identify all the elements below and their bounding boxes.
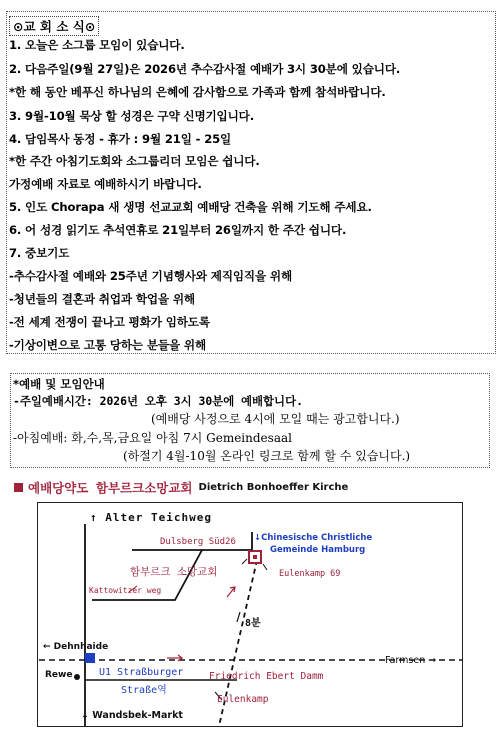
u-bahn-station-marker	[85, 653, 95, 663]
news-line: -청년들의 결혼과 취업과 학업을 위해	[9, 292, 195, 306]
news-line: -전 세계 전쟁이 끝나고 평화가 임하도록	[9, 315, 210, 329]
eulenkamp69-label: Eulenkamp 69	[279, 569, 341, 579]
alter-teichweg-label: ↑ Alter Teichweg	[90, 511, 212, 524]
rewe-dot	[74, 674, 80, 680]
news-line: 가정예배 자료로 예배하시기 바랍니다.	[9, 177, 202, 191]
church-marker-inner	[253, 555, 257, 559]
news-line: 5. 인도 Chorapa 새 생명 선교교회 예배당 건축을 위해 기도해 주세요.	[9, 200, 372, 214]
morning-service-text: -아침예배: 화,수,목,금요일 아침 7시	[13, 431, 207, 445]
news-line: *한 해 동안 베푸신 하나님의 은혜에 감사함으로 가족과 함께 참석바랍니다.	[9, 85, 386, 99]
rewe-label: Rewe	[45, 670, 73, 680]
church-name-label: 함부르크 소망교회	[130, 566, 218, 578]
square-bullet-icon	[14, 483, 23, 492]
news-line: 2. 다음주일(9월 27일)은 2026년 추수감사절 예배가 3시 30분에 있습니다.	[9, 62, 401, 76]
sunday-service-note: (예배당 사정으로 4시에 모일 때는 광고합니다.)	[151, 412, 400, 426]
walk-time-label: 8분	[245, 618, 261, 629]
eulenkamp-label: Eulenkamp	[217, 694, 269, 705]
chinese-church-label-1: ↓Chinesische Christliche	[254, 533, 373, 543]
worship-info-box	[10, 373, 490, 468]
station-label-1: U1 Straßburger	[99, 667, 184, 678]
dulsberg-label: Dulsberg Süd26	[160, 537, 236, 547]
news-line: 6. 어 성경 읽기도 추석연휴로 21일부터 26일까지 한 주간 쉽니다.	[9, 223, 347, 237]
news-line: -추수감사절 예배와 25주년 기념행사와 제직임직을 위해	[9, 269, 293, 283]
church-callout	[242, 559, 247, 564]
friedrich-ebert-label: Friedrich Ebert Damm	[209, 671, 324, 682]
chinese-church-label-2: Gemeinde Hamburg	[270, 545, 366, 555]
dehnhaide-label: ← Dehnhaide	[43, 642, 109, 652]
farmsen-label: Farmsen →	[385, 655, 437, 666]
worship-title: *예배 및 모임안내	[13, 377, 105, 391]
map-header	[14, 477, 348, 497]
directions-map	[37, 502, 463, 727]
walk-arrow-upper	[227, 587, 235, 597]
morning-service-note: (하절기 4월-10월 온라인 링크로 함께 할 수 있습니다.)	[123, 449, 411, 463]
news-line: -기상이변으로 고통 당하는 분들을 위해	[9, 338, 207, 352]
news-line: 3. 9월-10월 묵상 할 성경은 구약 신명기입니다.	[9, 109, 254, 123]
sunday-service: -주일예배시간: 2026년 오후 3시 30분에 예배합니다.	[13, 394, 303, 408]
eulenkamp69-callout	[263, 564, 267, 570]
station-label-2: Straße역	[121, 685, 167, 696]
map-title-korean: 예배당약도 함부르크소망교회	[28, 480, 193, 496]
news-line: 7. 중보기도	[9, 246, 70, 260]
kattowitzer-label: Kattowitzer weg	[89, 586, 162, 595]
morning-service-place: Gemeindesaal	[206, 431, 292, 445]
wandsbek-label: ↓ Wandsbek-Markt	[81, 710, 183, 721]
walk-time-arrow	[237, 612, 240, 622]
morning-service	[13, 429, 292, 446]
news-line: *한 주간 아침기도회와 소그룹리더 모임은 쉽니다.	[9, 154, 260, 168]
map-title-german: Dietrich Bonhoeffer Kirche	[198, 482, 349, 493]
news-line: 1. 오늘은 소그룹 모임이 있습니다.	[9, 38, 185, 52]
news-title: ⊙교 회 소 식⊙	[9, 16, 99, 36]
church-news-box	[6, 11, 496, 354]
news-line: 4. 담임목사 동정 - 휴가 : 9월 21일 - 25일	[9, 132, 232, 146]
